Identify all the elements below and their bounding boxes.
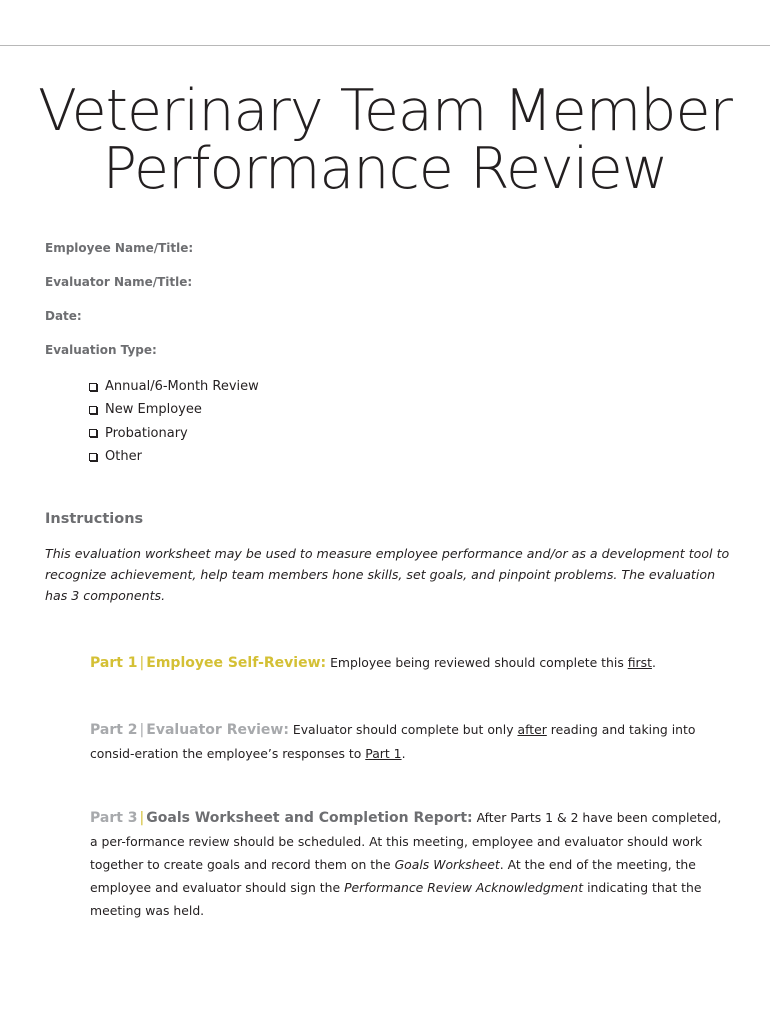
- option-label: Other: [105, 449, 142, 465]
- part-1-reference: Part 1: [365, 746, 402, 761]
- part-separator: |: [139, 722, 145, 738]
- emphasis-first: first: [627, 655, 652, 670]
- acknowledgment-ref: Performance Review Acknowledgment: [344, 880, 584, 895]
- part-1-description: [90, 651, 730, 675]
- instructions-heading: Instructions: [45, 511, 144, 527]
- goals-worksheet-ref: Goals Worksheet: [394, 857, 500, 872]
- page-title: [0, 78, 770, 202]
- part-2-label: [90, 722, 289, 738]
- part-separator: |: [139, 655, 145, 671]
- part-text-end: .: [401, 746, 406, 761]
- option-label: Annual/6-Month Review: [105, 379, 259, 395]
- part-number: Part 3: [90, 810, 138, 826]
- top-divider: [0, 45, 770, 46]
- emphasis-after: after: [517, 722, 547, 737]
- employee-name-label: Employee Name/Title:: [45, 241, 194, 255]
- part-text: Evaluator should complete but only: [292, 722, 518, 737]
- evaluator-name-label: Evaluator Name/Title:: [45, 275, 193, 289]
- option-annual-review[interactable]: [89, 375, 259, 398]
- option-label: New Employee: [105, 402, 202, 418]
- part-text-end: indicating that the meeting was held.: [90, 880, 702, 918]
- part-text: After Parts 1 & 2 have been completed, a per-formance review should be scheduled. At this meeting, employee and evaluator should work together to create goals and record them on the: [90, 810, 722, 872]
- option-label: Probationary: [105, 425, 188, 441]
- option-other[interactable]: [89, 445, 259, 468]
- part-3-description: [90, 806, 730, 922]
- part-number: Part 2: [90, 722, 138, 738]
- title-line-2: Performance Review: [102, 136, 668, 202]
- option-probationary[interactable]: [89, 422, 259, 445]
- part-separator: |: [139, 810, 145, 826]
- part-text-end: .: [651, 655, 656, 670]
- part-2-description: [90, 718, 730, 765]
- part-text-middle: reading and taking into consid-eration the employee’s responses to: [90, 722, 696, 761]
- part-1-label: [90, 655, 326, 671]
- part-text: Employee being reviewed should complete this: [330, 655, 628, 670]
- title-line-1: Veterinary Team Member: [38, 78, 732, 144]
- part-number: Part 1: [90, 655, 138, 671]
- evaluation-type-options: [89, 375, 259, 468]
- part-name: Goals Worksheet and Completion Report:: [146, 810, 473, 826]
- date-label: Date:: [45, 309, 82, 323]
- part-name: Employee Self-Review:: [146, 655, 327, 671]
- checkbox-icon[interactable]: [89, 429, 97, 437]
- part-3-label: [90, 810, 473, 826]
- evaluation-type-label: Evaluation Type:: [45, 343, 157, 357]
- option-new-employee[interactable]: [89, 398, 259, 421]
- checkbox-icon[interactable]: [89, 406, 97, 414]
- part-text-middle: . At the end of the meeting, the employee and evaluator should sign the: [90, 857, 696, 895]
- checkbox-icon[interactable]: [89, 453, 97, 461]
- checkbox-icon[interactable]: [89, 383, 97, 391]
- part-name: Evaluator Review:: [146, 722, 289, 738]
- instructions-body: This evaluation worksheet may be used to measure employee performance and/or as a development tool to recognize achievement, help team members hone skills, set goals, and pinpoint problems. The evaluation has 3 components.: [45, 546, 730, 603]
